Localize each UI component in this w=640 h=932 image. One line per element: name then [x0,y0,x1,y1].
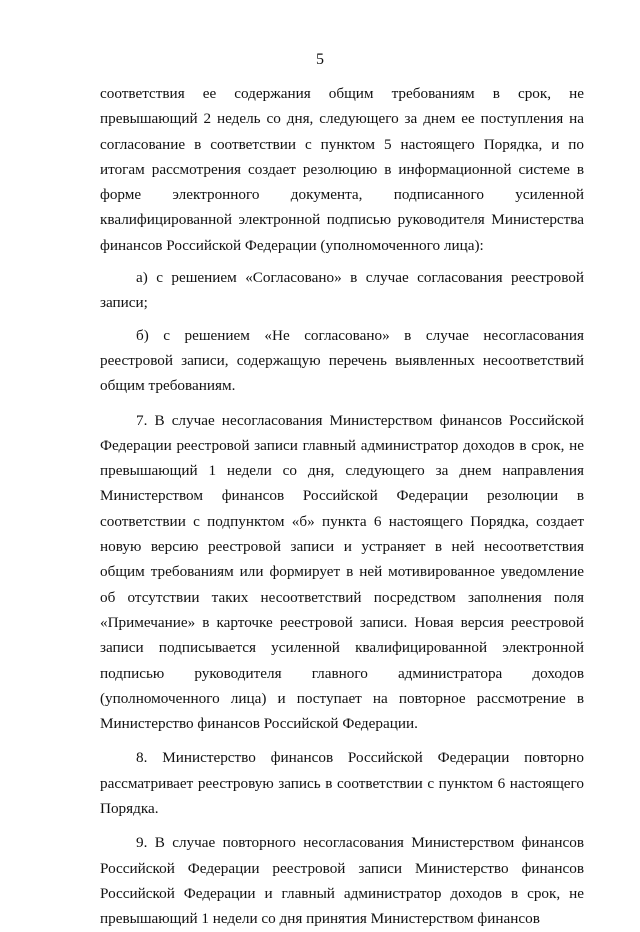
paragraph-subitem-a: а) с решением «Согласовано» в случае согласования реестровой записи; [100,269,584,312]
paragraph-subitem-b: б) с решением «Не согласовано» в случае несогласования реестровой записи, содержащую перечень выявленных несоответствий общим требованиям. [100,326,584,395]
page-number: 5 [316,51,324,68]
paragraph-item-9: 9. В случае повторного несогласования Министерством финансов Российской Федерации реестровой записи Министерство финансов Российской Федерации и главный администратор доходов в срок, не превышающий 1 недели со дня принятия Министерством финансов [100,834,584,928]
paragraph-continuation: соответствия ее содержания общим требованиям в срок, не превышающий 2 недель со дня, следующего за днем ее поступления на согласование в соответствии с пунктом 5 настоящего Порядка, и по итогам рассмотрения создает резолюцию в информационной системе в форме электронного документа, подписанного усиленной квалифицированной электронной подписью руководителя Министерства финансов Российской Федерации (уполномоченного лица): [100,85,584,254]
document-body [100,81,584,932]
paragraph-item-7: 7. В случае несогласования Министерством финансов Российской Федерации реестровой записи главный администратор доходов в срок, не превышающий 1 недели со дня, следующего за днем направления Министерством финансов Российской Федерации резолюции в соответствии с подпунктом «б» пункта 6 настоящего Порядка, создает новую версию реестровой записи и устраняет в ней несоответствия общим требованиям или формирует в ней мотивированное уведомление об отсутствии таких несоответствий посредством заполнения поля «Примечание» в карточке реестровой записи. Новая версия реестровой записи подписывается усиленной квалифицированной электронной подписью руководителя главного администратора доходов (уполномоченного лица) и поступает на повторное рассмотрение в Министерство финансов Российской Федерации. [100,411,584,733]
paragraph-item-8: 8. Министерство финансов Российской Федерации повторно рассматривает реестровую запись в соответствии с пунктом 6 настоящего Порядка. [100,749,584,818]
